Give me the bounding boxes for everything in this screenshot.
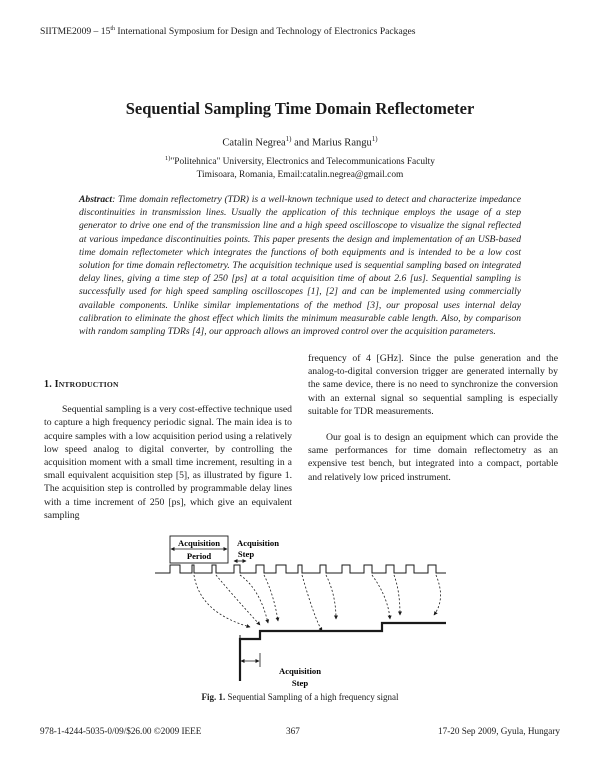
- sampling-arrow: [216, 575, 260, 625]
- sampling-arrow: [240, 575, 268, 623]
- acquisition-step-bottom-label-group: [240, 653, 321, 688]
- body-paragraph-3: Our goal is to design an equipment which can provide the same performances for time domain reflectometry as an expensive test bench, but integrated into a compact, portable and relatively low priced instrument.: [308, 432, 558, 483]
- header-conference-suffix: International Symposium for Design and Technology of Electronics Packages: [115, 26, 416, 38]
- figure-caption-label: Fig. 1.: [201, 692, 226, 702]
- abstract-text: : Time domain reflectometry (TDR) is a well-known technique used to detect and characterize impedance discontinuities in transmission lines. Usually the application of this technique employs the usage of a step generator to drive one end of the transmission line and a high speed oscilloscope to visualize the signal reflected at various impedance discontinuities points. This paper presents the design and implementation of an USB-based time domain reflectometer which integrates the functions of both equipments and is intended to be a low cost solution for time domain reflectometry. The acquisition technique used is sequential sampling based on integrated delay lines, giving a time step of 250 [ps] at a total acquisition time of about 2.6 [us]. Sequential sampling is successfully used for high speed sampling oscilloscopes [1], [2] and can be implemented using commercially available components. Unlike similar implementations of the method [3], our proposal uses internal delay calibration to eliminate the ghost effect which limits the minimum measurable cable length. Also, by comparison with random sampling TDRs [4], our approach allows an improved control over the acquisition parameters.: [79, 194, 521, 338]
- author-2-affil-mark: 1): [371, 135, 378, 143]
- sampling-arrow: [394, 575, 400, 615]
- running-header: [40, 26, 560, 37]
- sampling-arrow: [326, 575, 336, 619]
- footer-isbn: 978-1-4244-5035-0/09/$26.00 ©2009 IEEE: [40, 726, 202, 736]
- abstract-label: Abstract: [79, 194, 113, 205]
- author-1-affil-mark: 1): [285, 135, 292, 143]
- affiliation-institution: "Politehnica" University, Electronics and Telecommunications Faculty: [170, 157, 435, 168]
- author-1: Catalin Negrea: [222, 137, 286, 149]
- acquisition-period-label-2: Period: [186, 551, 212, 561]
- body-paragraph-2: frequency of 4 [GHz]. Since the pulse generation and the analog-to-digital conversion trigger are generated internally by the same device, there is no need to synchronize the conversion with an external signal so sequential sampling is especially suitable for TDR measurements.: [308, 353, 558, 417]
- header-ordinal-sup: th: [110, 26, 116, 32]
- acquisition-step-bottom-label-2: Step: [291, 678, 309, 688]
- sampling-pulse-train: [155, 565, 446, 573]
- section-title-rest: NTRODUCTION: [58, 380, 119, 389]
- section-number: 1.: [44, 379, 55, 390]
- sampling-arrow: [434, 575, 441, 615]
- figure-caption-text: Sequential Sampling of a high frequency signal: [225, 692, 399, 702]
- sampling-arrow: [302, 575, 322, 631]
- sampling-arrow: [194, 575, 250, 627]
- acquisition-step-top-label-1: Acquisition: [236, 538, 280, 548]
- right-column: [308, 352, 558, 484]
- affiliation-line-2: Timisoara, Romania, Email:catalin.negrea@gmail.com: [196, 170, 404, 181]
- section-title-initial: I: [54, 379, 59, 390]
- sampling-arrow: [264, 575, 278, 621]
- affiliation-line-1: [0, 152, 600, 169]
- affiliation-mark: 1): [165, 155, 171, 162]
- author-2: Marius Rangu: [311, 137, 372, 149]
- acquisition-step-top-label-2: Step: [237, 549, 255, 559]
- acquisition-period-label-group: [170, 536, 228, 563]
- acquisition-step-bottom-label-1: Acquisition: [278, 666, 322, 676]
- acquisition-period-label-1: Acquisition: [177, 538, 221, 548]
- sampling-arrow: [372, 575, 390, 619]
- figure-1-diagram: [150, 535, 450, 690]
- sampled-step-waveform: [240, 623, 446, 681]
- section-heading: [44, 378, 292, 391]
- left-column: [44, 378, 292, 522]
- footer-page-number: 367: [286, 726, 300, 736]
- author-line: [0, 135, 600, 149]
- paper-title: Sequential Sampling Time Domain Reflectometer: [125, 99, 475, 118]
- author-joiner: and: [291, 137, 312, 149]
- affiliation: [0, 152, 600, 182]
- header-conference-prefix: SIITME2009 – 15: [40, 26, 111, 38]
- footer-date-location: 17-20 Sep 2009, Gyula, Hungary: [438, 726, 560, 736]
- body-paragraph-1: Sequential sampling is a very cost-effective technique used to capture a high frequency periodic signal. The main idea is to acquire samples with a low acquisition period using a relatively low speed analog to digital converter, by controlling the acquisition moment with a small time increment, resulting in a small equivalent acquisition step [5], as illustrated by figure 1. The acquisition step is controlled by programmable delay lines with a time increment of 250 [ps], which give an equivalent sampling: [44, 404, 292, 521]
- figure-caption: [0, 692, 600, 702]
- acquisition-step-top-label-group: [234, 538, 279, 561]
- abstract: [79, 193, 521, 338]
